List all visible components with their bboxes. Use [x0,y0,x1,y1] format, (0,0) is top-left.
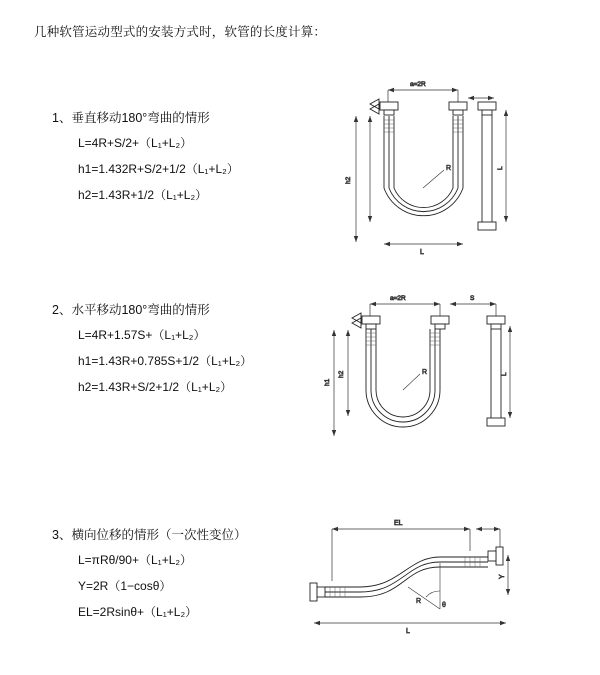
section-2-text [52,300,302,404]
section-2-formula-3: h2=1.43R+S/2+1/2（L₁+L₂） [78,380,233,394]
svg-text:a=2R: a=2R [390,295,406,302]
svg-text:R: R [446,165,452,172]
lateral-offset-diagram [290,511,560,641]
svg-text:h1: h1 [324,378,331,386]
svg-text:h2: h2 [345,176,352,184]
vertical-180-bend-diagram [310,72,560,262]
svg-text:L: L [406,628,410,635]
section-3-formula-3: EL=2Rsinθ+（L₁+L₂） [78,605,198,619]
section-2-title: 2、水平移动180°弯曲的情形 [52,303,210,317]
svg-text:EL: EL [394,520,403,527]
section-3-formula-1: L=πRθ/90+（L₁+L₂） [78,553,193,567]
svg-text:Y: Y [499,574,506,579]
svg-text:θ: θ [442,602,446,609]
svg-text:L: L [420,249,424,256]
svg-text:L: L [497,166,504,170]
section-3-formula-2: Y=2R（1−cosθ） [78,579,172,593]
section-1-formula-1: L=4R+S/2+（L₁+L₂） [78,136,193,150]
section-1-text [52,108,302,212]
section-1-formula-3: h2=1.43R+1/2（L₁+L₂） [78,188,208,202]
section-2-formula-2: h1=1.43R+0.785S+1/2（L₁+L₂） [78,354,253,368]
svg-text:a=2R: a=2R [410,81,426,88]
svg-text:L: L [501,372,508,376]
svg-text:R: R [422,369,428,376]
svg-text:R: R [416,598,422,605]
horizontal-180-bend-diagram [310,290,560,460]
section-3-title: 3、横向位移的情形（一次性变位） [52,528,247,542]
svg-text:h2: h2 [338,370,345,378]
section-2-formula-1: L=4R+1.57S+（L₁+L₂） [78,328,206,342]
page-title: 几种软管运动型式的安装方式时，软管的长度计算： [34,25,327,39]
section-1-formula-2: h1=1.432R+S/2+1/2（L₁+L₂） [78,162,239,176]
section-3-text [52,525,302,629]
section-1-title: 1、垂直移动180°弯曲的情形 [52,111,210,125]
svg-text:S: S [470,295,475,302]
